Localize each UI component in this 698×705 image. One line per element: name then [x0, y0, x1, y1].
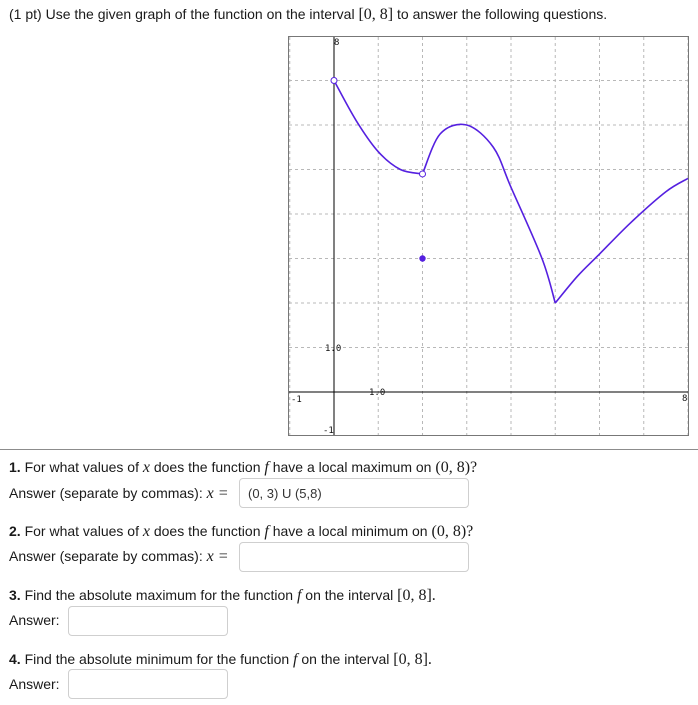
- answer-input-1[interactable]: [239, 478, 469, 508]
- answer-input-2[interactable]: [239, 542, 469, 572]
- math-func: f: [264, 459, 269, 476]
- header-text: Use the given graph of the function on the interval: [45, 6, 355, 22]
- answer-input-3[interactable]: [68, 606, 228, 636]
- answer-input-4[interactable]: [68, 669, 228, 699]
- math-var: x: [142, 459, 150, 476]
- question-text: For what values of: [24, 459, 139, 475]
- question-number: 2.: [9, 523, 21, 539]
- question-4: [9, 651, 432, 669]
- answer-var: x =: [206, 548, 229, 565]
- question-text: does the function: [153, 523, 261, 539]
- question-number: 3.: [9, 587, 21, 603]
- question-text: Find the absolute maximum for the function: [24, 587, 294, 603]
- graph-canvas: [289, 37, 688, 435]
- math-range: [0, 8].: [393, 651, 432, 668]
- closed-point: [419, 255, 425, 261]
- tick-label-ymin: -1: [323, 426, 334, 435]
- answer-label-1: [9, 485, 229, 503]
- answer-label-4: Answer:: [9, 676, 60, 692]
- curve-segment-3: [555, 178, 688, 303]
- question-text: does the function: [153, 459, 261, 475]
- header-text-end: to answer the following questions.: [397, 6, 608, 22]
- answer-var: x =: [206, 485, 229, 502]
- question-text: have a local minimum on: [272, 523, 428, 539]
- math-var: x: [142, 523, 150, 540]
- tick-label-ymax: 8: [334, 38, 340, 48]
- open-point: [420, 171, 426, 177]
- answer-label-text: Answer (separate by commas):: [9, 548, 203, 564]
- question-1: [9, 459, 477, 477]
- math-func: f: [293, 651, 298, 668]
- function-graph: [288, 36, 689, 436]
- answer-label-2: [9, 548, 229, 566]
- tick-label-y-one: 1.0: [325, 344, 342, 354]
- points-label: (1 pt): [9, 6, 42, 22]
- question-number: 1.: [9, 459, 21, 475]
- open-point: [331, 78, 337, 84]
- section-divider: [0, 449, 698, 450]
- graph-grid: [289, 37, 688, 435]
- math-range: (0, 8)?: [435, 459, 478, 476]
- question-text: For what values of: [24, 523, 139, 539]
- question-text: have a local maximum on: [272, 459, 432, 475]
- function-curve: [334, 81, 688, 304]
- math-range: [0, 8].: [397, 587, 436, 604]
- math-func: f: [264, 523, 269, 540]
- problem-header: [9, 6, 607, 24]
- question-3: [9, 587, 436, 605]
- math-func: f: [296, 587, 302, 604]
- header-interval: [0, 8]: [358, 6, 394, 23]
- tick-label-xmin: -1: [291, 395, 302, 405]
- tick-label-x-one: 1.0: [369, 388, 386, 398]
- answer-label-text: Answer (separate by commas):: [9, 485, 203, 501]
- question-2: [9, 523, 473, 541]
- question-text: Find the absolute minimum for the function: [24, 651, 290, 667]
- question-text: on the interval: [305, 587, 394, 603]
- tick-label-xmax: 8: [682, 394, 688, 404]
- question-text: on the interval: [301, 651, 390, 667]
- math-range: (0, 8)?: [431, 523, 474, 540]
- question-number: 4.: [9, 651, 21, 667]
- answer-label-3: Answer:: [9, 612, 60, 628]
